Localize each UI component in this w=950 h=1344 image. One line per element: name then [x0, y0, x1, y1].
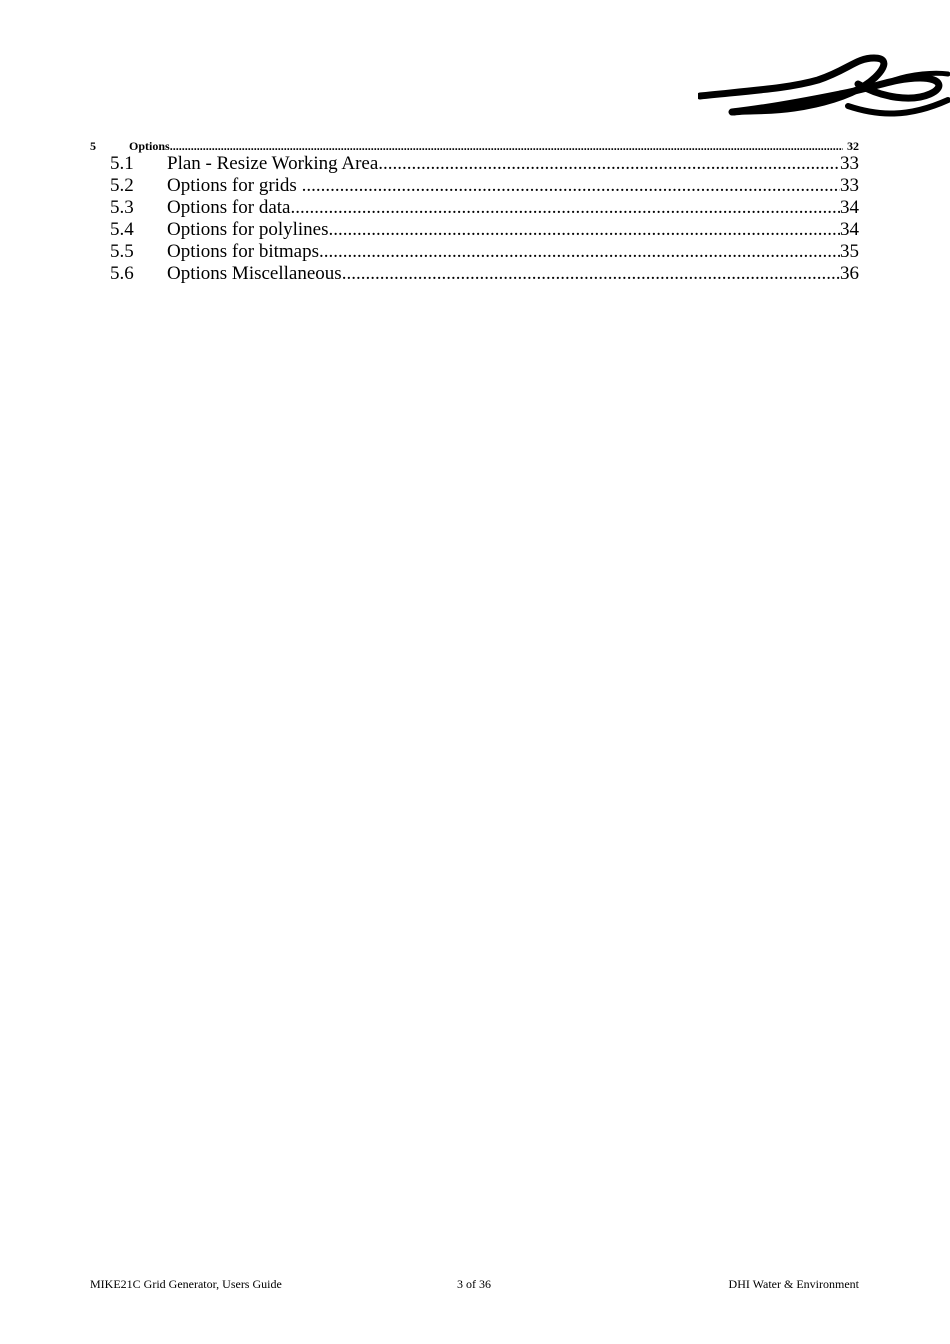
toc-entry-page: 34 — [840, 197, 859, 218]
toc-entry-number: 5.6 — [110, 263, 134, 284]
toc-entry-page: 33 — [840, 175, 859, 196]
toc-entry-number: 5.4 — [110, 219, 134, 240]
toc-entry[interactable] — [110, 241, 859, 263]
toc-entry-number: 5.1 — [110, 153, 134, 174]
footer-page-indicator: 3 of 36 — [457, 1277, 491, 1291]
toc-entry[interactable] — [110, 197, 859, 219]
toc-entry-page: 33 — [840, 153, 859, 174]
dhi-wave-logo-icon — [698, 54, 950, 124]
toc-entry-number: 5.2 — [110, 175, 134, 196]
toc-dot-leader — [290, 197, 840, 219]
toc-entry[interactable] — [110, 175, 859, 197]
toc-entry-page: 36 — [840, 263, 859, 284]
toc-entry-title: Options Miscellaneous — [167, 263, 342, 284]
toc-dot-leader — [378, 153, 840, 175]
toc-entry-title: Plan - Resize Working Area — [167, 153, 379, 174]
toc-dot-leader — [170, 139, 843, 154]
toc-dot-leader — [302, 175, 840, 197]
toc-entry[interactable] — [110, 219, 859, 241]
toc-entry-page: 35 — [840, 241, 859, 262]
toc-entry-title: Options for polylines — [167, 219, 329, 240]
toc-chapter-page: 32 — [847, 139, 859, 153]
toc-chapter-title: Options — [129, 139, 170, 153]
toc-entry-title: Options for grids — [167, 175, 302, 196]
toc-chapter-number: 5 — [90, 139, 96, 153]
toc-dot-leader — [342, 263, 840, 285]
footer-company: DHI Water & Environment — [728, 1277, 859, 1291]
toc-entry[interactable] — [110, 153, 859, 175]
toc-chapter-options[interactable] — [90, 139, 859, 154]
toc-entry[interactable] — [110, 263, 859, 285]
toc-entry-page: 34 — [840, 219, 859, 240]
toc-entry-title: Options for data — [167, 197, 291, 218]
toc-entry-number: 5.5 — [110, 241, 134, 262]
footer-document-title: MIKE21C Grid Generator, Users Guide — [90, 1277, 282, 1291]
toc-entry-number: 5.3 — [110, 197, 134, 218]
toc-entry-title: Options for bitmaps — [167, 241, 319, 262]
toc-dot-leader — [319, 241, 840, 263]
toc-dot-leader — [329, 219, 841, 241]
